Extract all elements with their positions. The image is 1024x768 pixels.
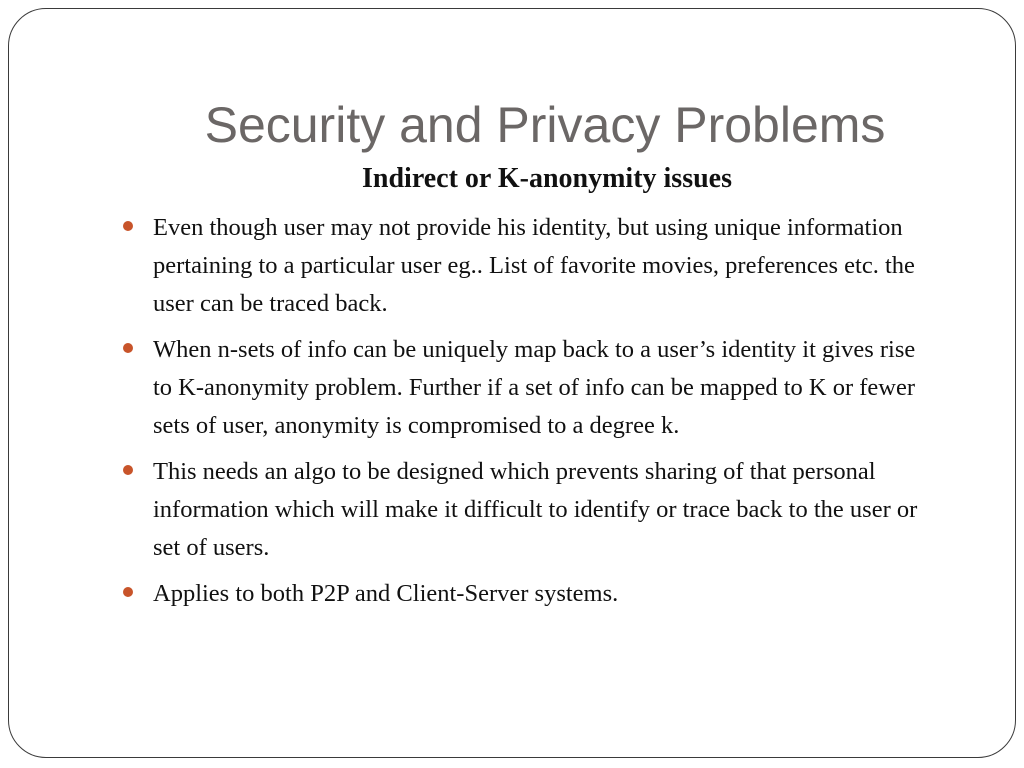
bullet-dot-icon: [123, 221, 133, 231]
bullet-item: [119, 453, 929, 567]
bullet-item: [119, 209, 929, 323]
slide-title: Security and Privacy Problems: [204, 97, 886, 153]
bullet-dot-icon: [123, 465, 133, 475]
bullet-list: [119, 209, 929, 621]
bullet-text: When n-sets of info can be uniquely map back to a user’s identity it gives rise to K-anonymity problem. Further if a set of info can be mapped to K or fewer sets of user, anonymity is compromised to a degree k.: [153, 336, 916, 439]
bullet-item: [119, 575, 929, 613]
bullet-text: Even though user may not provide his identity, but using unique information pertaining to a particular user eg.. List of favorite movies, preferences etc. the user can be traced back.: [153, 214, 915, 317]
slide-frame: [8, 8, 1016, 758]
bullet-dot-icon: [123, 343, 133, 353]
bullet-text: Applies to both P2P and Client-Server systems.: [153, 580, 619, 607]
bullet-text: This needs an algo to be designed which prevents sharing of that personal information which will make it difficult to identify or trace back to the user or set of users.: [153, 458, 918, 561]
bullet-item: [119, 331, 929, 445]
slide-subtitle: Indirect or K-anonymity issues: [362, 163, 732, 194]
bullet-dot-icon: [123, 587, 133, 597]
